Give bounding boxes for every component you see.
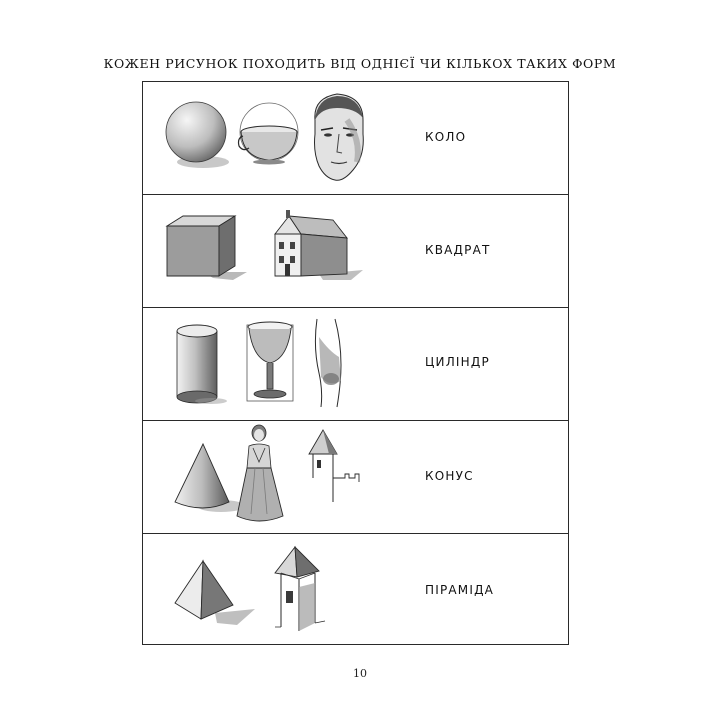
shape-label-cone: КОНУС bbox=[425, 469, 474, 483]
cube-sketch-icon bbox=[163, 212, 249, 282]
pyramid-sketch-icon bbox=[171, 557, 257, 629]
shape-label-cylinder: ЦИЛІНДР bbox=[425, 355, 490, 369]
tower-cone-sketch-icon bbox=[305, 426, 361, 506]
page-number: 10 bbox=[353, 667, 367, 680]
shape-row-square bbox=[143, 194, 568, 307]
shape-row-pyramid bbox=[143, 533, 568, 646]
woman-dress-sketch-icon bbox=[231, 422, 287, 526]
shape-row-circle bbox=[143, 82, 568, 194]
shape-label-square: КВАДРАТ bbox=[425, 243, 491, 257]
page-title: КОЖЕН РИСУНОК ПОХОДИТЬ ВІД ОДНІЄЇ ЧИ КІЛЬКОХ ТАКИХ ФОРМ bbox=[103, 56, 617, 71]
shape-row-cylinder bbox=[143, 307, 568, 420]
head-portrait-sketch-icon bbox=[307, 90, 369, 186]
house-sketch-icon bbox=[271, 208, 365, 284]
shape-row-cone bbox=[143, 420, 568, 533]
shape-label-circle: КОЛО bbox=[425, 130, 467, 144]
goblet-sketch-icon bbox=[243, 317, 299, 407]
cylinder-sketch-icon bbox=[173, 321, 229, 407]
leg-sketch-icon bbox=[307, 317, 351, 409]
shapes-table bbox=[142, 81, 569, 645]
sphere-sketch-icon bbox=[163, 98, 233, 172]
shape-label-pyramid: ПІРАМІДА bbox=[425, 583, 495, 597]
teacup-sphere-sketch-icon bbox=[237, 98, 303, 172]
pyramid-roof-house-sketch-icon bbox=[271, 543, 331, 635]
